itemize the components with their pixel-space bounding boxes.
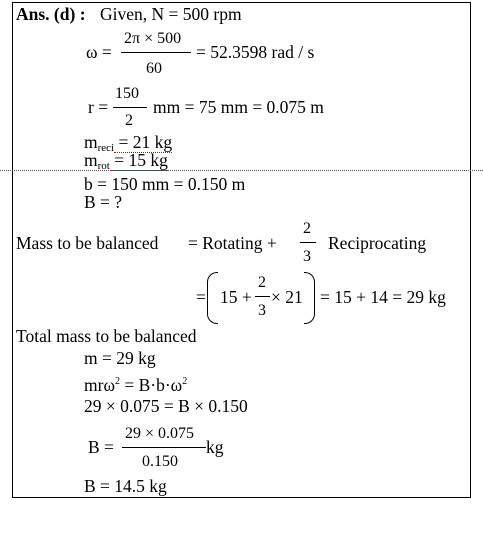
r-numerator: 150	[115, 85, 139, 102]
expr-times: × 21	[271, 287, 303, 307]
mass-balanced-label: Mass to be balanced	[16, 233, 159, 253]
m-rot-line: $m_{rot} = 15$ kg	[84, 150, 168, 172]
r-result: mm = 75 mm = 0.075 m	[153, 97, 324, 117]
b-line: b = 150 mm = 0.150 m	[84, 174, 246, 194]
B-numerator: 29 × 0.075	[125, 425, 195, 442]
B-result-line: B = 14.5 kg	[84, 476, 167, 496]
omega-numerator: 2π × 500	[124, 30, 182, 47]
two-thirds-num: 2	[303, 220, 311, 237]
answer-label: Ans. (d) :	[16, 4, 86, 24]
B-unit: kg	[206, 437, 224, 457]
m-value-line: m = 29 kg	[84, 348, 156, 368]
B-denominator: 0.150	[142, 453, 178, 470]
expr-frac-den: 3	[258, 302, 266, 319]
B-unknown-line: B = ?	[84, 192, 123, 212]
B-fraction-bar	[122, 447, 206, 448]
expr-fifteen: 15 +	[220, 287, 252, 307]
total-mass-label: Total mass to be balanced	[16, 326, 197, 346]
B-lhs: B =	[88, 437, 114, 457]
omega-result: = 52.3598 rad / s	[196, 42, 315, 62]
expr-result: = 15 + 14 = 29 kg	[320, 287, 446, 307]
expr-equals: =	[196, 287, 206, 307]
mr-omega-line: $mr\omega^2 = B\cdot b\cdot\omega^2$	[84, 375, 188, 395]
reciprocating-term: Reciprocating	[328, 233, 427, 253]
two-thirds-den: 3	[303, 248, 311, 265]
r-lhs: r =	[88, 97, 109, 117]
expr-frac-bar	[255, 296, 270, 297]
expr-frac-num: 2	[258, 274, 266, 291]
r-denominator: 2	[125, 112, 133, 129]
given-rpm: Given, N = 500 rpm	[100, 4, 242, 24]
omega-lhs: ω =	[86, 42, 112, 62]
omega-fraction-bar	[121, 52, 191, 53]
two-thirds-bar	[300, 242, 316, 243]
left-paren	[207, 272, 218, 324]
right-paren	[304, 272, 315, 324]
m-reci-line: $m_{reci} = 21$ kg	[84, 132, 173, 154]
rotating-term: = Rotating +	[188, 233, 277, 253]
dotted-divider	[0, 170, 483, 171]
r-fraction-bar	[113, 107, 147, 108]
omega-denominator: 60	[146, 60, 162, 77]
calc-line: 29 × 0.075 = B × 0.150	[84, 396, 248, 416]
